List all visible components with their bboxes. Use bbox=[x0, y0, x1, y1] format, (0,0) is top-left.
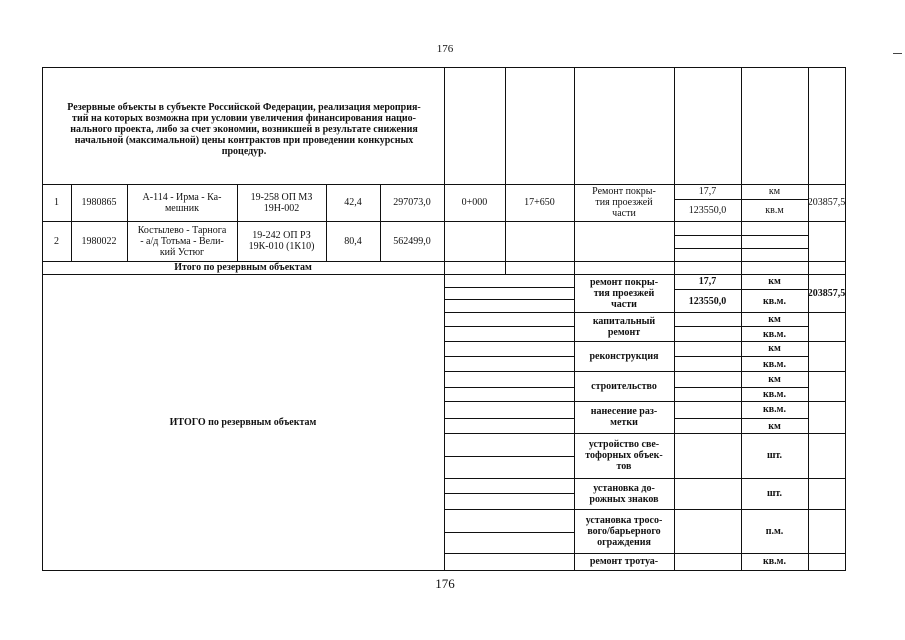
row-number: 2 bbox=[54, 235, 59, 247]
unit-km: км bbox=[768, 420, 781, 432]
length-value: 80,4 bbox=[344, 235, 362, 247]
unit-sqm: кв.м. bbox=[763, 389, 786, 400]
unit-sqm: кв.м bbox=[765, 205, 784, 216]
amount-value: 203857,5 bbox=[807, 287, 846, 299]
unit-sqm: кв.м. bbox=[763, 358, 786, 370]
unit-sqm: кв.м. bbox=[763, 556, 786, 567]
unit-running-meter: п.м. bbox=[765, 525, 784, 537]
work-type: строительство bbox=[591, 380, 657, 392]
total-label: ИТОГО по резервным объектам bbox=[169, 416, 317, 428]
unit-km: км bbox=[768, 343, 781, 354]
work-type: капитальный ремонт bbox=[592, 315, 656, 338]
row-number: 1 bbox=[54, 197, 59, 208]
work-type: установка до- рожных знаков bbox=[589, 482, 659, 505]
km-end: 17+650 bbox=[524, 197, 555, 208]
subtotal-label: Итого по резервным объектам bbox=[174, 262, 312, 273]
volume-km: 17,7 bbox=[698, 186, 717, 197]
amount-value: 203857,5 bbox=[807, 197, 846, 208]
volume-sqm: 123550,0 bbox=[688, 205, 727, 216]
work-type: ремонт тротуа- bbox=[589, 556, 659, 567]
volume-km: 17,7 bbox=[698, 276, 717, 287]
unit-pcs: шт. bbox=[766, 488, 783, 499]
section-header: Резервные объекты в субъекте Российской Федерации, реализация мероприя- тий на которых возможна при условии увеличения финансирования нацио- нального проекта, либо за счет экономии, возникшей в результате снижения начальной (максимальной) цены контрактов при проведении конкурсных процедур. bbox=[67, 101, 421, 157]
object-code: 1980865 bbox=[81, 197, 117, 208]
work-type: установка тросо- вого/барьерного ограждения bbox=[585, 514, 663, 548]
work-type: устройство све- тофорных объек- тов bbox=[585, 439, 663, 472]
unit-sqm: кв.м. bbox=[763, 295, 786, 307]
unit-km: км bbox=[768, 313, 781, 325]
page-number-top: 176 bbox=[436, 43, 454, 55]
work-type: реконструкция bbox=[589, 350, 659, 362]
unit-pcs: шт. bbox=[766, 450, 783, 461]
unit-km: км bbox=[768, 373, 781, 385]
object-code: 1980022 bbox=[81, 235, 117, 247]
road-id: 19-242 ОП РЗ 19К-010 (1К10) bbox=[248, 230, 315, 252]
work-type: ремонт покры- тия проезжей части bbox=[589, 276, 659, 310]
unit-km: км bbox=[768, 276, 781, 287]
edge-mark bbox=[893, 53, 902, 54]
work-type: нанесение раз- метки bbox=[590, 406, 658, 428]
road-id: 19-258 ОП МЗ 19Н-002 bbox=[250, 191, 313, 214]
work-type: Ремонт покры- тия проезжей части bbox=[592, 186, 656, 219]
page-number-bottom: 176 bbox=[435, 576, 455, 591]
length-value: 42,4 bbox=[344, 197, 362, 208]
unit-sqm: кв.м. bbox=[763, 328, 786, 340]
cost-value: 562499,0 bbox=[393, 235, 431, 247]
road-name: Костылево - Тарнога - а/д Тотьма - Вели- кий Устюг bbox=[137, 224, 227, 258]
volume-sqm: 123550,0 bbox=[688, 295, 727, 307]
unit-km: км bbox=[768, 186, 781, 197]
road-name: А-114 - Ирма - Ка- мешник bbox=[142, 191, 222, 214]
unit-sqm: кв.м. bbox=[763, 404, 786, 415]
cost-value: 297073,0 bbox=[393, 197, 431, 208]
km-start: 0+000 bbox=[461, 197, 488, 208]
